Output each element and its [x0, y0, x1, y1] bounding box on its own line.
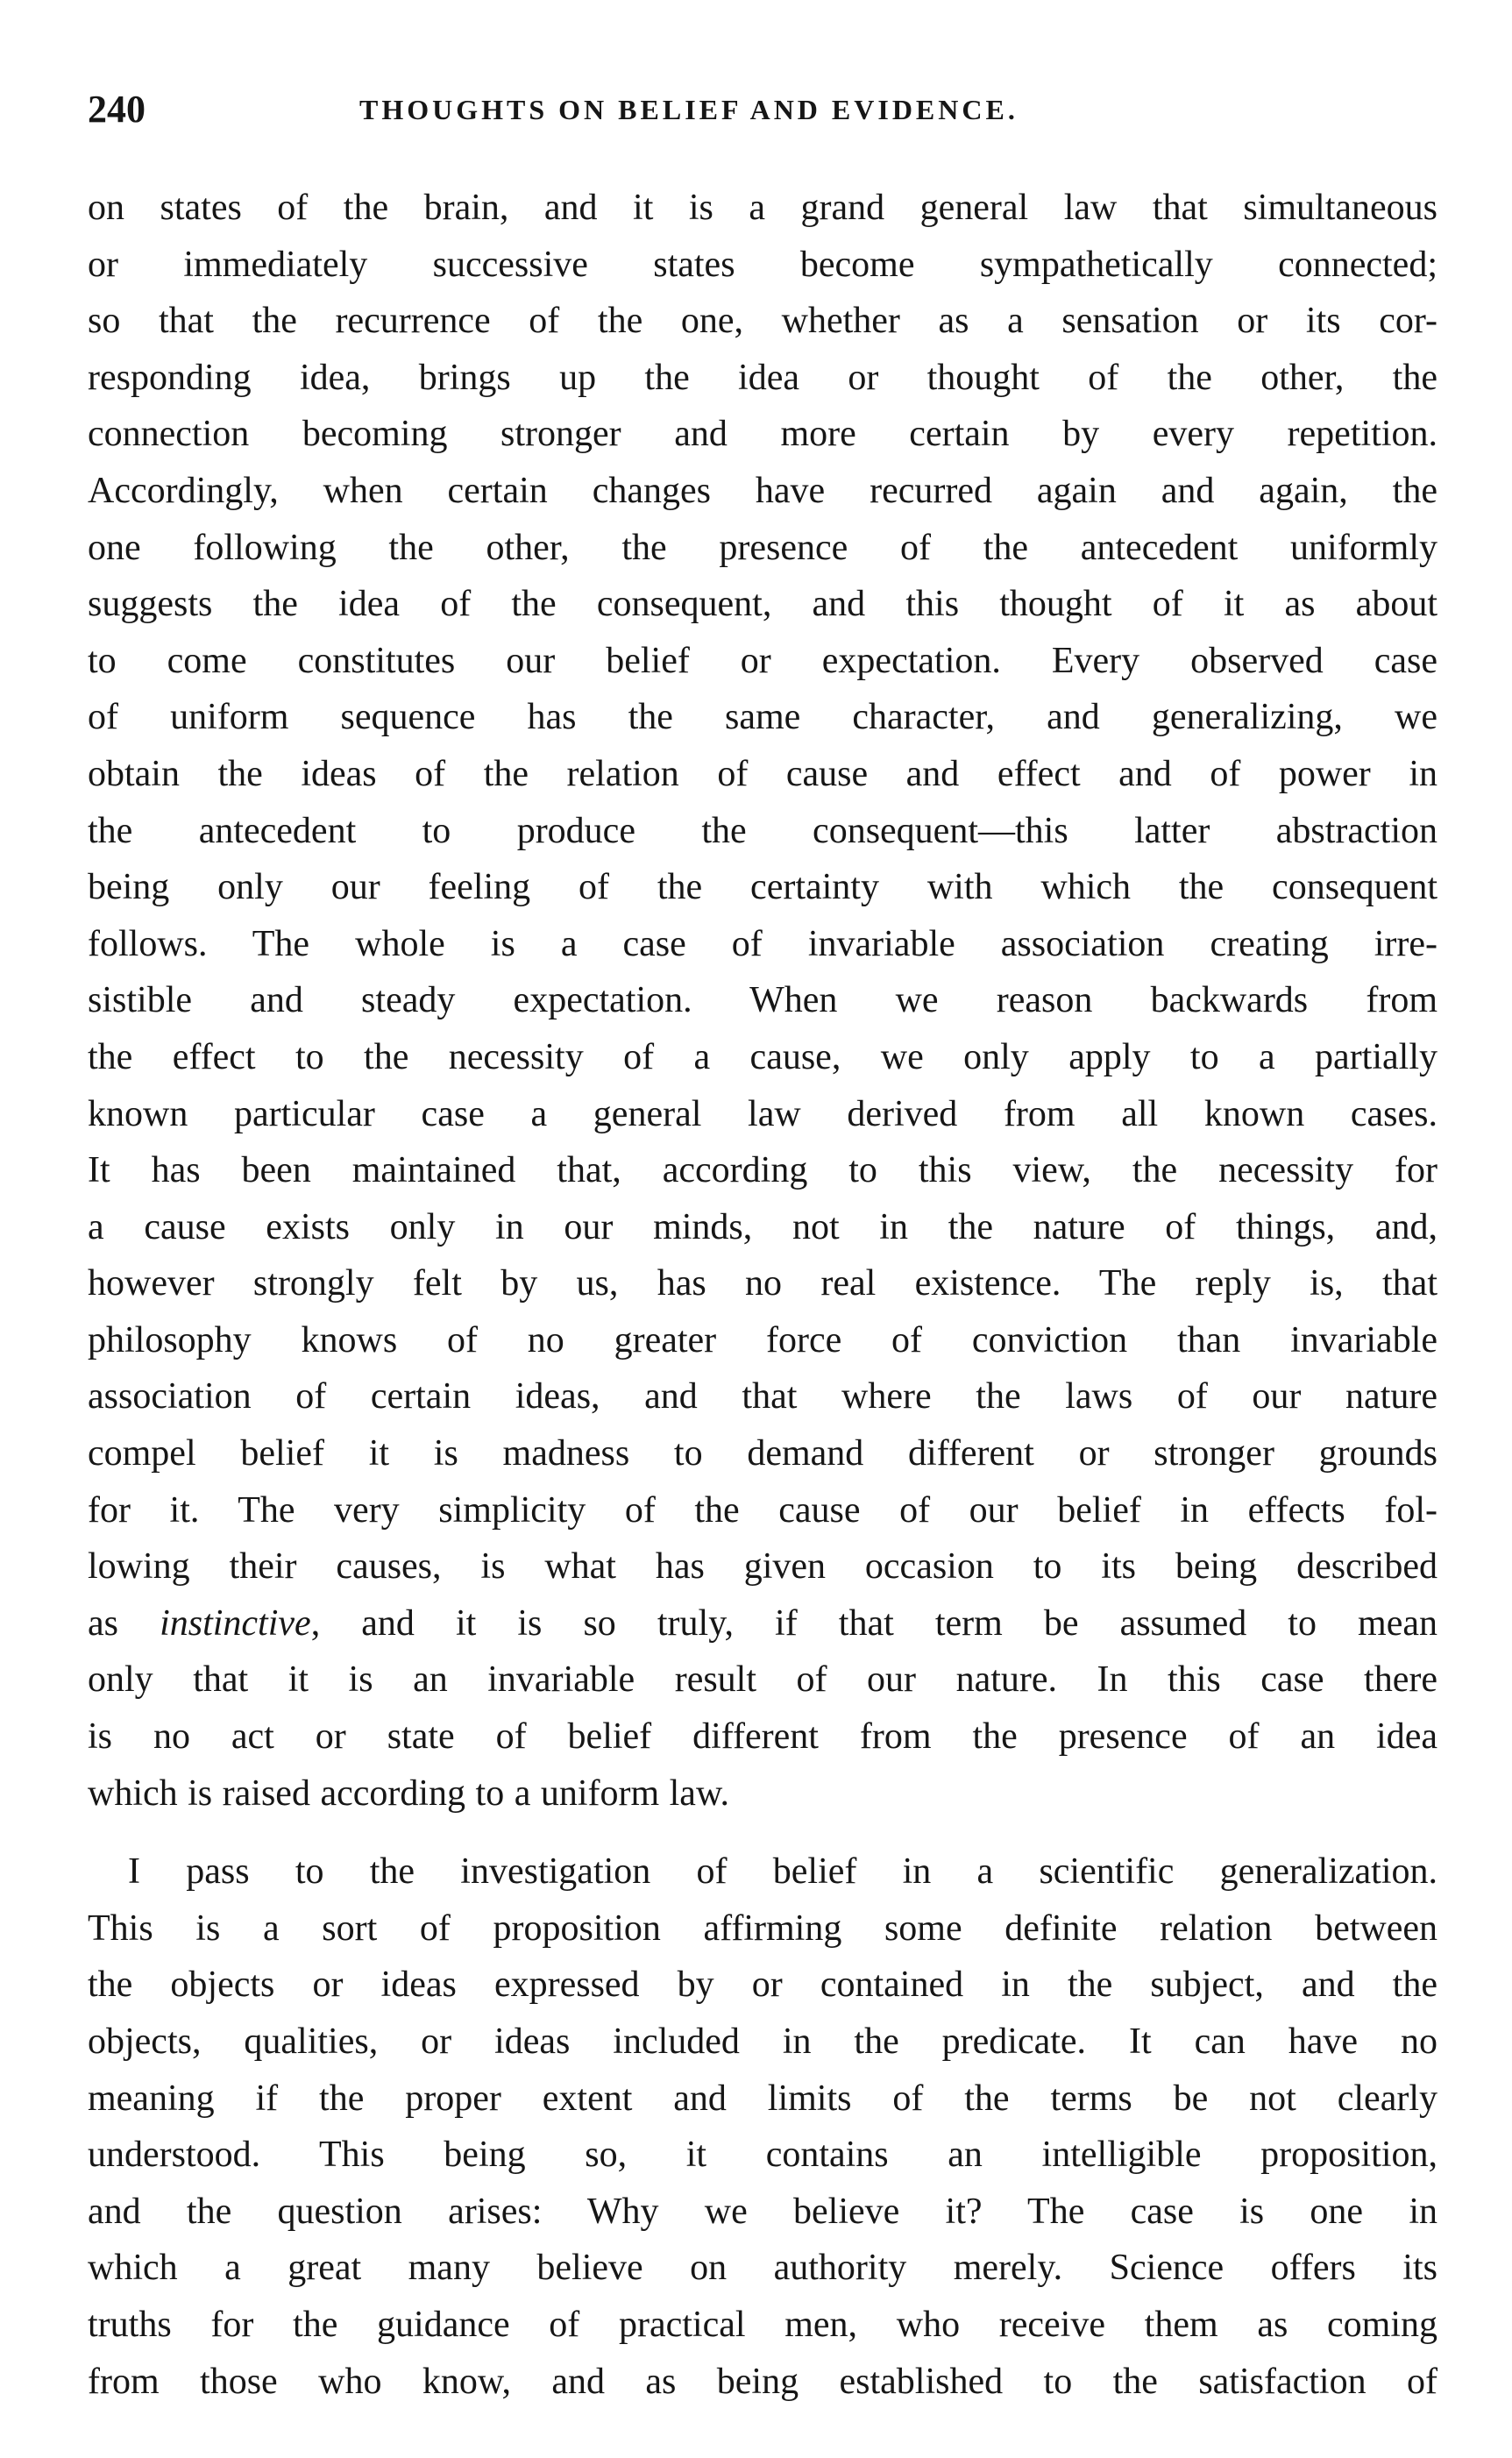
- text-line: Accordingly, when certain changes have recurred again and again, the: [88, 470, 1437, 511]
- text-line: for it. The very simplicity of the cause of our belief in effects fol-: [88, 1489, 1437, 1531]
- paragraph-2: [88, 1844, 1437, 2410]
- text-line: I pass to the investigation of belief in a scientific generalization.: [128, 1851, 1437, 1893]
- text-line: one following the other, the presence of the antecedent uniformly: [88, 527, 1437, 568]
- text-line: This is a sort of proposition affirming some definite relation between: [88, 1907, 1437, 1949]
- text-line: so that the recurrence of the one, whether as a sensation or its cor-: [88, 301, 1437, 342]
- text-line: a cause exists only in our minds, not in the nature of things, and,: [88, 1206, 1437, 1247]
- text-line: association of certain ideas, and that where the laws of our nature: [88, 1376, 1437, 1417]
- running-title: THOUGHTS ON BELIEF AND EVIDENCE.: [359, 94, 1019, 125]
- text-line: of uniform sequence has the same character, and generalizing, we: [88, 697, 1437, 738]
- text-line: to come constitutes our belief or expectation. Every observed case: [88, 640, 1437, 681]
- body-text: [88, 180, 1437, 2410]
- text-line: suggests the idea of the consequent, and this thought of it as about: [88, 584, 1437, 625]
- text-line: It has been maintained that, according to this view, the necessity for: [88, 1150, 1437, 1191]
- text-line: on states of the brain, and it is a grand general law that simultaneous: [88, 188, 1437, 228]
- text-line: connection becoming stronger and more certain by every repetition.: [88, 414, 1437, 455]
- paragraph-1: [88, 180, 1437, 1822]
- page-number: 240: [88, 88, 146, 131]
- text-line: truths for the guidance of practical men, who receive them as coming: [88, 2304, 1437, 2345]
- text-line: objects, qualities, or ideas included in the predicate. It can have no: [88, 2021, 1437, 2062]
- text-line: understood. This being so, it contains an intelligible proposition,: [88, 2135, 1437, 2176]
- text-line: only that it is an invariable result of our nature. In this case there: [88, 1659, 1437, 1701]
- text-line: responding idea, brings up the idea or thought of the other, the: [88, 357, 1437, 398]
- text-line: or immediately successive states become sympathetically connected;: [88, 244, 1437, 285]
- text-line: the objects or ideas expressed by or contained in the subject, and the: [88, 1964, 1437, 2006]
- text-line: however strongly felt by us, has no real existence. The reply is, that: [88, 1263, 1437, 1304]
- text-line: philosophy knows of no greater force of conviction than invariable: [88, 1319, 1437, 1360]
- text-line: known particular case a general law derived from all known cases.: [88, 1093, 1437, 1134]
- text-line: is no act or state of belief different from the presence of an idea: [88, 1716, 1437, 1758]
- text-line: which a great many believe on authority merely. Science offers its: [88, 2248, 1437, 2289]
- text-line: the effect to the necessity of a cause, we only apply to a partially: [88, 1036, 1437, 1077]
- text-line: meaning if the proper extent and limits of the terms be not clearly: [88, 2078, 1437, 2119]
- text-line: and the question arises: Why we believe it? The case is one in: [88, 2191, 1437, 2232]
- text-line: which is raised according to a uniform law.: [88, 1772, 730, 1814]
- text-line: being only our feeling of the certainty with which the consequent: [88, 867, 1437, 908]
- text-line: lowing their causes, is what has given occasion to its being described: [88, 1546, 1437, 1588]
- text-line: sistible and steady expectation. When we reason backwards from: [88, 980, 1437, 1021]
- text-line: from those who know, and as being established to the satisfaction of: [88, 2361, 1437, 2402]
- text-line: as instinctive, and it is so truly, if that term be assumed to mean: [88, 1602, 1437, 1644]
- running-head: [88, 83, 1437, 136]
- text-line: obtain the ideas of the relation of cause and effect and of power in: [88, 753, 1437, 794]
- text-line: follows. The whole is a case of invariable association creating irre-: [88, 923, 1437, 964]
- text-line: compel belief it is madness to demand different or stronger grounds: [88, 1433, 1437, 1474]
- text-line: the antecedent to produce the consequent—this latter abstraction: [88, 810, 1437, 851]
